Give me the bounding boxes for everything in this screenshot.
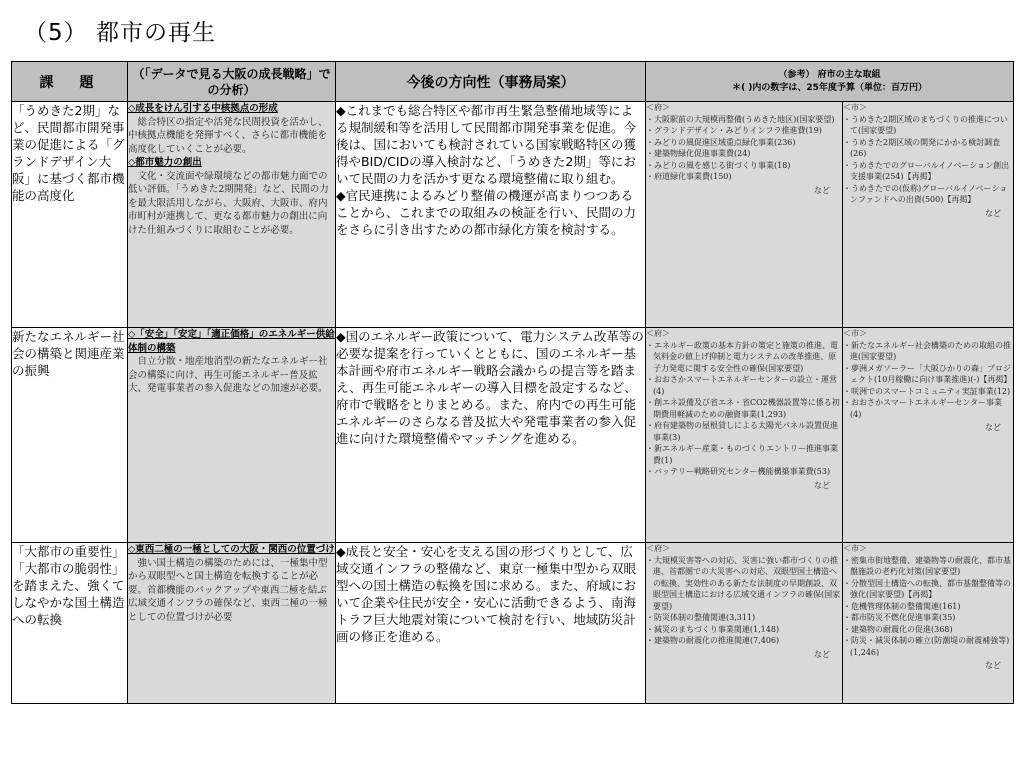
list-item: ・防災体制の整備関連(3,311)	[646, 613, 756, 622]
table-row	[12, 543, 1014, 704]
list-item: ・うめきた2期区域のまちづくりの推進について(国家要望)	[843, 114, 1008, 135]
analysis-heading: ◇「安全」「安定」「適正価格」のエネルギー供給体制の構築	[128, 329, 335, 354]
header-issue: 課 題	[12, 62, 128, 102]
list-item: ・みどりの風を感じる街づくり事業(18)	[646, 160, 791, 170]
direction-cell	[336, 102, 646, 328]
list-item: ・新エネルギー産業・ものづくりエントリー推進事業費(1)	[646, 444, 838, 465]
issue-cell: 「大都市の重要性」「大都市の脆弱性」を踏まえた、強くてしなやかな国土構造への転換	[12, 543, 128, 704]
city-list	[843, 555, 1013, 659]
list-item: ・分散型国土構造への転換、都市基盤整備等の強化(国家要望)【再掲】	[843, 578, 1011, 599]
list-item: ・都市防災不燃化促進事業(35)	[843, 613, 956, 622]
list-item: ・うめきたでの(仮称)グローバルイノベーションファンドへの出資(500)【再掲】	[843, 183, 1008, 204]
list-item: ・建築物の耐震化の促進(368)	[843, 624, 953, 634]
etc-label: など	[814, 649, 830, 659]
issue-cell: 新たなエネルギー社会の構築と関連産業の振興	[12, 328, 128, 543]
prefecture-list	[646, 114, 842, 183]
table-row	[12, 102, 1014, 328]
list-item: ・うめきたでのグローバルイノベーション創出支援事業(254)【再掲】	[843, 160, 1010, 181]
analysis-body: 自立分散・地産地消型の新たなエネルギー社会の構築に向け、再生可能エネルギー普及拡大、発電事業者の参入促進などの加速が必要。	[128, 356, 328, 394]
list-item: ・防災・減災体制の確立(防潮堤の耐震補強等)(1,246)	[843, 636, 1010, 657]
list-item: ・危機管理体制の整備関連(161)	[843, 601, 961, 611]
etc-label: など	[985, 423, 1002, 432]
etc-label: など	[814, 185, 830, 195]
direction-paragraph: ◆国のエネルギー政策について、電力システム改革等の必要な提案を行っていくとともに、国のエネルギー基本計画や府市エネルギー戦略会議からの提言等を踏まえ、再生可能エネルギーの導入目標を設定するなど、府市で戦略をとりまとめる。また、府内での再生可能エネルギーのさらなる普及拡大や発電事業者の参入促進に向けた環境整備やマッチングを進める。	[336, 329, 644, 446]
city-heading: ＜市＞	[843, 329, 867, 338]
list-item: ・減災のまちづくり事業関連(1,148)	[646, 624, 780, 634]
analysis-heading: ◇成長をけん引する中核拠点の形成	[128, 103, 278, 114]
list-item: ・府有建築物の屋根貸しによる太陽光パネル設置促進事業(3)	[646, 421, 838, 442]
direction-paragraph: ◆成長と安全・安心を支える国の形づくりとして、広域交通インフラの整備など、東京一極集中型から双眼型への国土構造の転換を国に求める。また、府域において企業や住民が安全・安心に活動できるよう、南海トラフ巨大地震対策について検討を行い、地域防災計画の修正を進める。	[336, 544, 637, 644]
list-item: ・おおさかスマートエネルギーセンターの設立・運営(4)	[646, 375, 838, 396]
list-item: ・大規模災害等への対応、災害に強い都市づくりの推進、首都圏での大災害への対応、双眼型国土構造への転換、実効性のある新たな法制度の早期創設、双眼型国土構造における広域交通インフラの確保(国家要望)	[646, 555, 841, 611]
prefecture-initiatives-cell	[646, 102, 843, 328]
header-reference	[646, 62, 1014, 102]
list-item: ・府道緑化事業費(150)	[646, 172, 732, 181]
issue-cell: 「うめきた2期」など、民間都市開発事業の促進による「グランドデザイン大阪」に基づく都市機能の高度化	[12, 102, 128, 328]
city-heading: ＜市＞	[843, 544, 867, 553]
etc-label: など	[814, 480, 830, 490]
analysis-heading: ◇東西二極の一極としての大阪・関西の位置づけ	[128, 544, 335, 555]
direction-paragraph: ◆官民連携によるみどり整備の機運が高まりつつあることから、これまでの取組みの検証を行い、民間の力をさらに引き出すための都市緑化方策を検討する。	[336, 188, 637, 237]
analysis-heading: ◇都市魅力の創出	[128, 157, 202, 168]
list-item: ・密集市街地整備、建築物等の耐震化、都市基盤施設の老朽化対策(国家要望)	[843, 555, 1011, 576]
list-item: ・建築物緑化促進事業費(24)	[646, 149, 751, 158]
direction-cell	[336, 543, 646, 704]
page-title: （5） 都市の再生	[24, 20, 216, 46]
list-item: ・みどりの風促進区域重点緑化事業(236)	[646, 137, 796, 147]
list-item: ・夢洲メガソーラー「大阪ひかりの森」プロジェクト(10月稼働に向け事業推進)(-)【再掲】	[843, 363, 1012, 384]
direction-paragraph: ◆これまでも総合特区や都市再生緊急整備地域等による規制緩和等を活用して民間都市開発事業を促進。今後は、国においても検討されている国家戦略特区の獲得やBID/CIDの導入検討など、「うめきた2期」等において民間の力を活かす更なる環境整備に取り組む。	[336, 103, 637, 186]
urban-renewal-table	[11, 61, 1014, 704]
city-initiatives-cell	[843, 102, 1014, 328]
list-item: ・新たなエネルギー社会構築のための取組の推進(国家要望)	[843, 340, 1011, 361]
list-item: ・グランドデザイン・みどりインフラ推進費(19)	[646, 126, 822, 135]
header-reference-line2: ＊( )内の数字は、25年度予算（単位：百万円）	[732, 82, 927, 93]
prefecture-initiatives-cell	[646, 543, 843, 704]
list-item: ・大阪駅前の大規模再整備(うめきた地区)(国家要望)	[646, 114, 835, 124]
list-item: ・咲洲でのスマートコミュニティ実証事業(12)	[843, 386, 1011, 396]
list-item: ・おおさかスマートエネルギーセンター事業(4)	[843, 398, 1003, 419]
analysis-cell	[128, 102, 336, 328]
analysis-body: 文化・交流面や緑環境などの都市魅力面での低い評価。「うめきた2期開発」など、民間の力を最大限活用しながら、大阪府、大阪市、府内市町村が連携して、更なる都市魅力の創出に向けた仕組みづくりに取組むことが必要。	[128, 170, 329, 236]
prefecture-initiatives-cell	[646, 328, 843, 543]
prefecture-heading: ＜府＞	[646, 103, 670, 112]
city-heading: ＜市＞	[843, 103, 867, 112]
header-row	[12, 62, 1014, 102]
etc-label: など	[985, 208, 1002, 218]
list-item: ・バッテリー戦略研究センター機能構築事業費(53)	[646, 467, 831, 476]
header-analysis: （「データで見る大阪の成長戦略」での分析）	[128, 62, 336, 102]
city-initiatives-cell	[843, 328, 1014, 543]
prefecture-heading: ＜府＞	[646, 329, 670, 338]
prefecture-heading: ＜府＞	[646, 544, 670, 553]
list-item: ・建築物の耐震化の推進関連(7,406)	[646, 636, 780, 645]
list-item: ・うめきた2期区域の開発にかかる検討調査(26)	[843, 137, 1001, 158]
prefecture-list	[646, 340, 842, 478]
analysis-body: 強い国土構造の構築のためには、一極集中型から双眼型へと国土構造を転換することが必要。首都機能のバックアップや東西二極を結ぶ広域交通インフラの確保など、東西二極の一極としての位置づけが必要	[128, 557, 328, 623]
table-row	[12, 328, 1014, 543]
city-list	[843, 114, 1013, 206]
analysis-cell	[128, 543, 336, 704]
city-initiatives-cell	[843, 543, 1014, 704]
header-reference-line1: （参考） 府市の主な取組	[778, 69, 881, 80]
analysis-cell	[128, 328, 336, 543]
direction-cell	[336, 328, 646, 543]
list-item: ・創エネ設備及び省エネ・省CO2機器設置等に係る初期費用軽減のための融資事業(1,293)	[646, 398, 840, 419]
prefecture-list	[646, 555, 842, 647]
analysis-body: 総合特区の指定や活発な民間投資を活かし、中核拠点機能を発揮すべく、さらに都市機能を高度化していくことが必要。	[128, 116, 328, 155]
list-item: ・エネルギー政策の基本方針の策定と施策の推進、電気料金の値上げ抑制と電力システムの改革推進、原子力発電に関する安全性の確保(国家要望)	[646, 340, 838, 373]
city-list	[843, 340, 1013, 421]
etc-label: など	[985, 661, 1002, 670]
header-direction: 今後の方向性（事務局案）	[336, 62, 646, 102]
